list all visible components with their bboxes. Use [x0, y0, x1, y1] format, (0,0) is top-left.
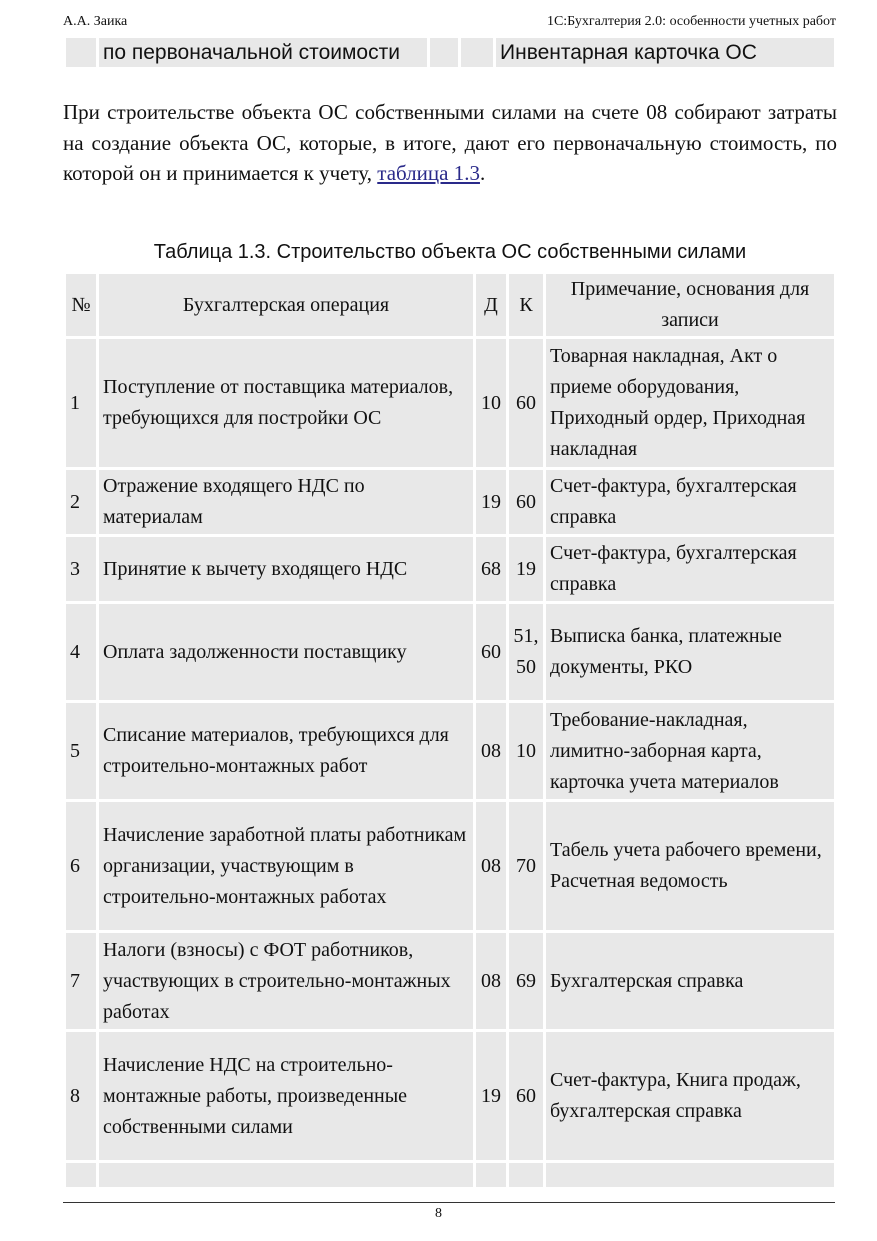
table-caption: Таблица 1.3. Строительство объекта ОС собственными силами — [153, 241, 747, 263]
cell-note: Счет-фактура, бухгалтерская справка — [546, 537, 834, 601]
cell-number: 6 — [66, 802, 96, 930]
cell-debit: 08 — [476, 933, 506, 1029]
table-row — [66, 933, 834, 1029]
cell-operation: Списание материалов, требующихся для строительно-монтажных работ — [99, 703, 473, 799]
header-book-title: 1С:Бухгалтерия 2.0: особенности учетных работ — [546, 14, 836, 29]
table-row — [66, 1032, 834, 1160]
cell-credit: 70 — [509, 802, 543, 930]
header-number: № — [66, 274, 96, 336]
table-header-row — [66, 274, 834, 336]
cell-credit — [461, 38, 493, 67]
cell-number — [66, 1163, 96, 1187]
header-note: Примечание, основания для записи — [546, 274, 834, 336]
cell-credit: 60 — [509, 339, 543, 467]
cell-note: Счет-фактура, Книга продаж, бухгалтерская справка — [546, 1032, 834, 1160]
cell-credit: 10 — [509, 703, 543, 799]
footer-divider — [63, 1202, 835, 1203]
cell-number: 8 — [66, 1032, 96, 1160]
cell-debit: 60 — [476, 604, 506, 700]
cell-debit: 10 — [476, 339, 506, 467]
cell-number: 7 — [66, 933, 96, 1029]
table-row — [66, 1163, 834, 1187]
cell-operation: Начисление НДС на строительно-монтажные работы, произведенные собственными силами — [99, 1032, 473, 1160]
page-header — [63, 14, 836, 30]
table-row — [66, 703, 834, 799]
cell-number — [66, 38, 96, 67]
cell-operation: Оплата задолженности поставщику — [99, 604, 473, 700]
cell-operation — [99, 1163, 473, 1187]
cell-debit — [430, 38, 458, 67]
paragraph-end: . — [479, 161, 486, 185]
cell-note: Табель учета рабочего времени, Расчетная ведомость — [546, 802, 834, 930]
header-credit: К — [509, 274, 543, 336]
construction-table — [63, 271, 837, 1190]
cell-credit — [509, 1163, 543, 1187]
cell-operation: Принятие к вычету входящего НДС — [99, 537, 473, 601]
cell-credit: 60 — [509, 1032, 543, 1160]
cell-note: Бухгалтерская справка — [546, 933, 834, 1029]
cell-debit: 68 — [476, 537, 506, 601]
table-link[interactable]: таблица 1.3 — [377, 161, 480, 185]
cell-number: 1 — [66, 339, 96, 467]
cell-operation: Поступление от поставщика материалов, требующихся для постройки ОС — [99, 339, 473, 467]
cell-debit: 08 — [476, 703, 506, 799]
cell-debit: 08 — [476, 802, 506, 930]
cell-note: Требование-накладная, лимитно-заборная карта, карточка учета материалов — [546, 703, 834, 799]
cell-operation: Отражение входящего НДС по материалам — [99, 470, 473, 534]
cell-number: 4 — [66, 604, 96, 700]
cell-note: Товарная накладная, Акт о приеме оборудования, Приходный ордер, Приходная накладная — [546, 339, 834, 467]
cell-number: 5 — [66, 703, 96, 799]
cell-note — [546, 1163, 834, 1187]
table-row — [66, 38, 834, 67]
body-paragraph — [63, 97, 837, 189]
cell-operation: Начисление заработной платы работникам организации, участвующим в строительно-монтажных работах — [99, 802, 473, 930]
header-author: А.А. Заика — [63, 14, 128, 29]
cell-debit: 19 — [476, 1032, 506, 1160]
cell-credit: 69 — [509, 933, 543, 1029]
cell-number: 3 — [66, 537, 96, 601]
cell-debit: 19 — [476, 470, 506, 534]
cell-credit: 51, 50 — [509, 604, 543, 700]
table-row — [66, 537, 834, 601]
paragraph-text: При строительстве объекта ОС собственными силами на счете 08 собирают затраты на создание объекта ОС, которые, в итоге, дают его первоначальную стоимость, по которой он и принимается к учету, — [63, 100, 837, 185]
cell-note: Выписка банка, платежные документы, РКО — [546, 604, 834, 700]
cell-credit: 19 — [509, 537, 543, 601]
table-row — [66, 470, 834, 534]
page-number: 8 — [435, 1206, 442, 1221]
cell-operation: по первоначальной стоимости — [99, 38, 427, 67]
cell-note: Счет-фактура, бухгалтерская справка — [546, 470, 834, 534]
header-debit: Д — [476, 274, 506, 336]
cell-note: Инвентарная карточка ОС — [496, 38, 834, 67]
cell-number: 2 — [66, 470, 96, 534]
table-row — [66, 802, 834, 930]
cell-debit — [476, 1163, 506, 1187]
cell-operation: Налоги (взносы) с ФОТ работников, участвующих в строительно-монтажных работах — [99, 933, 473, 1029]
table-row — [66, 339, 834, 467]
header-operation: Бухгалтерская операция — [99, 274, 473, 336]
table-row — [66, 604, 834, 700]
cell-credit: 60 — [509, 470, 543, 534]
previous-table-tail — [63, 35, 837, 70]
